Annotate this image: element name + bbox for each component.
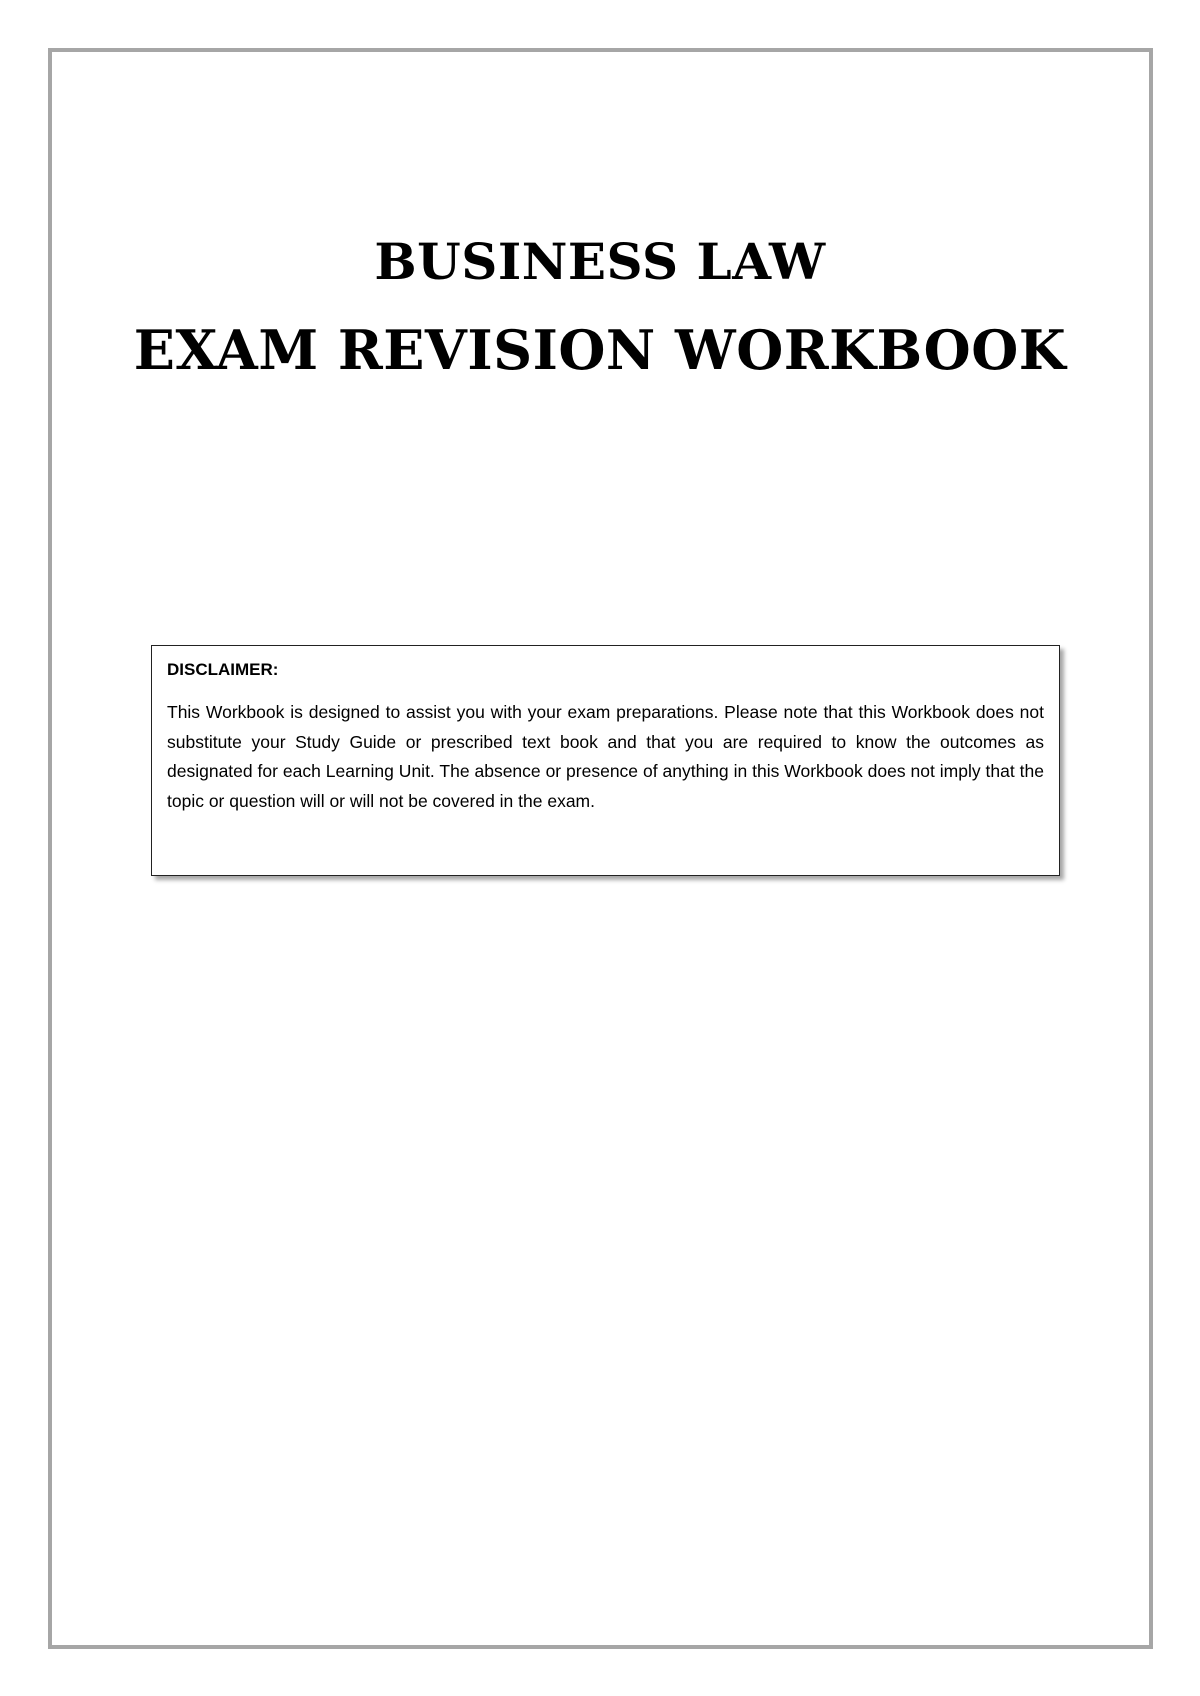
document-title-line-1: BUSINESS LAW	[374, 232, 826, 291]
document-title-line-2: EXAM REVISION WORKBOOK	[133, 318, 1067, 382]
disclaimer-text: This Workbook is designed to assist you with your exam preparations. Please note that this Workbook does not substitute your Study Guide or prescribed text book and that you are required to know the outcomes as designated for each Learning Unit. The absence or presence of anything in this Workbook does not imply that the topic or question will or will not be covered in the exam.	[167, 702, 1044, 811]
disclaimer-box	[151, 645, 1060, 876]
disclaimer-heading: DISCLAIMER:	[167, 660, 279, 679]
